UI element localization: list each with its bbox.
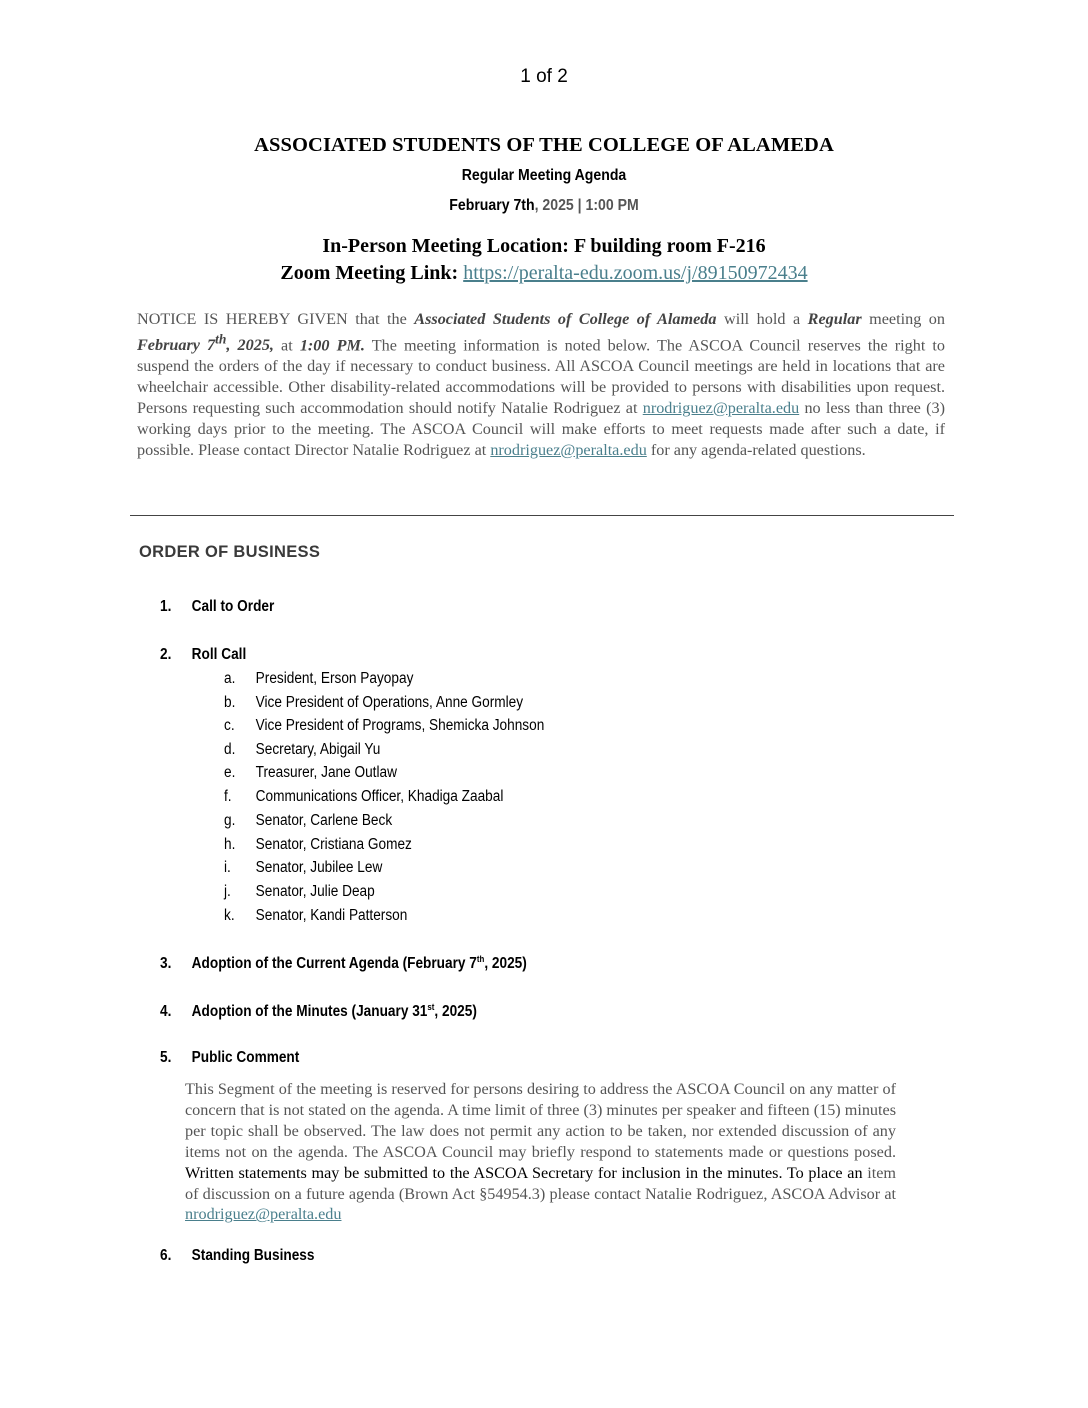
agenda-item: 4. Adoption of the Minutes (January 31st, 2025) [160, 1002, 477, 1021]
meeting-dateline [65, 197, 1022, 215]
roll-call-item: g. Senator, Carlene Beck [224, 812, 393, 829]
meeting-date: February 7th [449, 197, 535, 214]
meeting-location: In-Person Meeting Location: F building room F-216 [322, 235, 766, 257]
roll-call-item: j. Senator, Julie Deap [224, 883, 375, 900]
divider [130, 515, 954, 516]
roll-call-item: h. Senator, Cristiana Gomez [224, 836, 412, 853]
agenda-item: 5. Public Comment [160, 1049, 300, 1066]
email-link-3[interactable]: nrodriguez@peralta.edu [185, 1205, 342, 1224]
meeting-time: , 2025 | 1:00 PM [534, 197, 639, 214]
roll-call-item: c. Vice President of Programs, Shemicka Johnson [224, 717, 545, 734]
zoom-line [0, 262, 1088, 285]
roll-call-item: d. Secretary, Abigail Yu [224, 741, 381, 758]
roll-call-item: b. Vice President of Operations, Anne Gormley [224, 694, 524, 711]
email-link-2[interactable]: nrodriguez@peralta.edu [490, 440, 647, 459]
agenda-item: 2. Roll Call [160, 646, 247, 663]
roll-call-item: a. President, Erson Payopay [224, 670, 414, 687]
zoom-meeting-link[interactable]: https://peralta-edu.zoom.us/j/89150972434 [463, 262, 808, 284]
order-of-business-heading: ORDER OF BUSINESS [139, 543, 321, 561]
document-subtitle: Regular Meeting Agenda [461, 167, 627, 184]
zoom-label: Zoom Meeting Link: [280, 262, 459, 284]
page-number: 1 of 2 [520, 66, 568, 87]
agenda-item: 1. Call to Order [160, 598, 275, 615]
roll-call-item: f. Communications Officer, Khadiga Zaabal [224, 788, 504, 805]
public-comment-paragraph: This Segment of the meeting is reserved for persons desiring to address the ASCOA Council on any matter of concern that is not stated on the agenda. A time limit of three (3) minutes per speaker and fifteen (15) minutes per topic shall be observed. The law does not permit any action to be taken, nor extended discussion of any items not on the agenda. The ASCOA Council may briefly respond to statements made or questions posed. Written statements may be submitted to the ASCOA Secretary for inclusion in the minutes. To place an item of discussion on a future agenda (Brown Act §54954.3) please contact Natalie Rodriguez, ASCOA Advisor at nrodriguez@peralta.edu [185, 1080, 897, 1224]
notice-paragraph: NOTICE IS HEREBY GIVEN that the Associated Students of College of Alameda will hold a Regular meeting on February 7th, 2025, at 1:00 PM. The meeting information is noted below. The ASCOA Council reserves the right to suspend the orders of the day if necessary to conduct business. All ASCOA Council meetings are held in locations that are wheelchair accessible. Other disability-related accommodations will be provided to persons with disabilities upon request. Persons requesting such accommodation should notify Natalie Rodriguez at nrodriguez@peralta.edu no less than three (3) working days prior to the meeting. The ASCOA Council will make efforts to meet requests made after such a date, if possible. Please contact Director Natalie Rodriguez at nrodriguez@peralta.edu for any agenda-related questions. [137, 310, 945, 459]
document-title: ASSOCIATED STUDENTS OF THE COLLEGE OF ALAMEDA [254, 134, 834, 156]
agenda-item: 3. Adoption of the Current Agenda (February 7th, 2025) [160, 954, 527, 973]
email-link-1[interactable]: nrodriguez@peralta.edu [642, 399, 800, 418]
agenda-item: 6. Standing Business [160, 1247, 315, 1264]
roll-call-item: i. Senator, Jubilee Lew [224, 859, 383, 876]
roll-call-item: e. Treasurer, Jane Outlaw [224, 764, 397, 781]
roll-call-item: k. Senator, Kandi Patterson [224, 907, 408, 924]
